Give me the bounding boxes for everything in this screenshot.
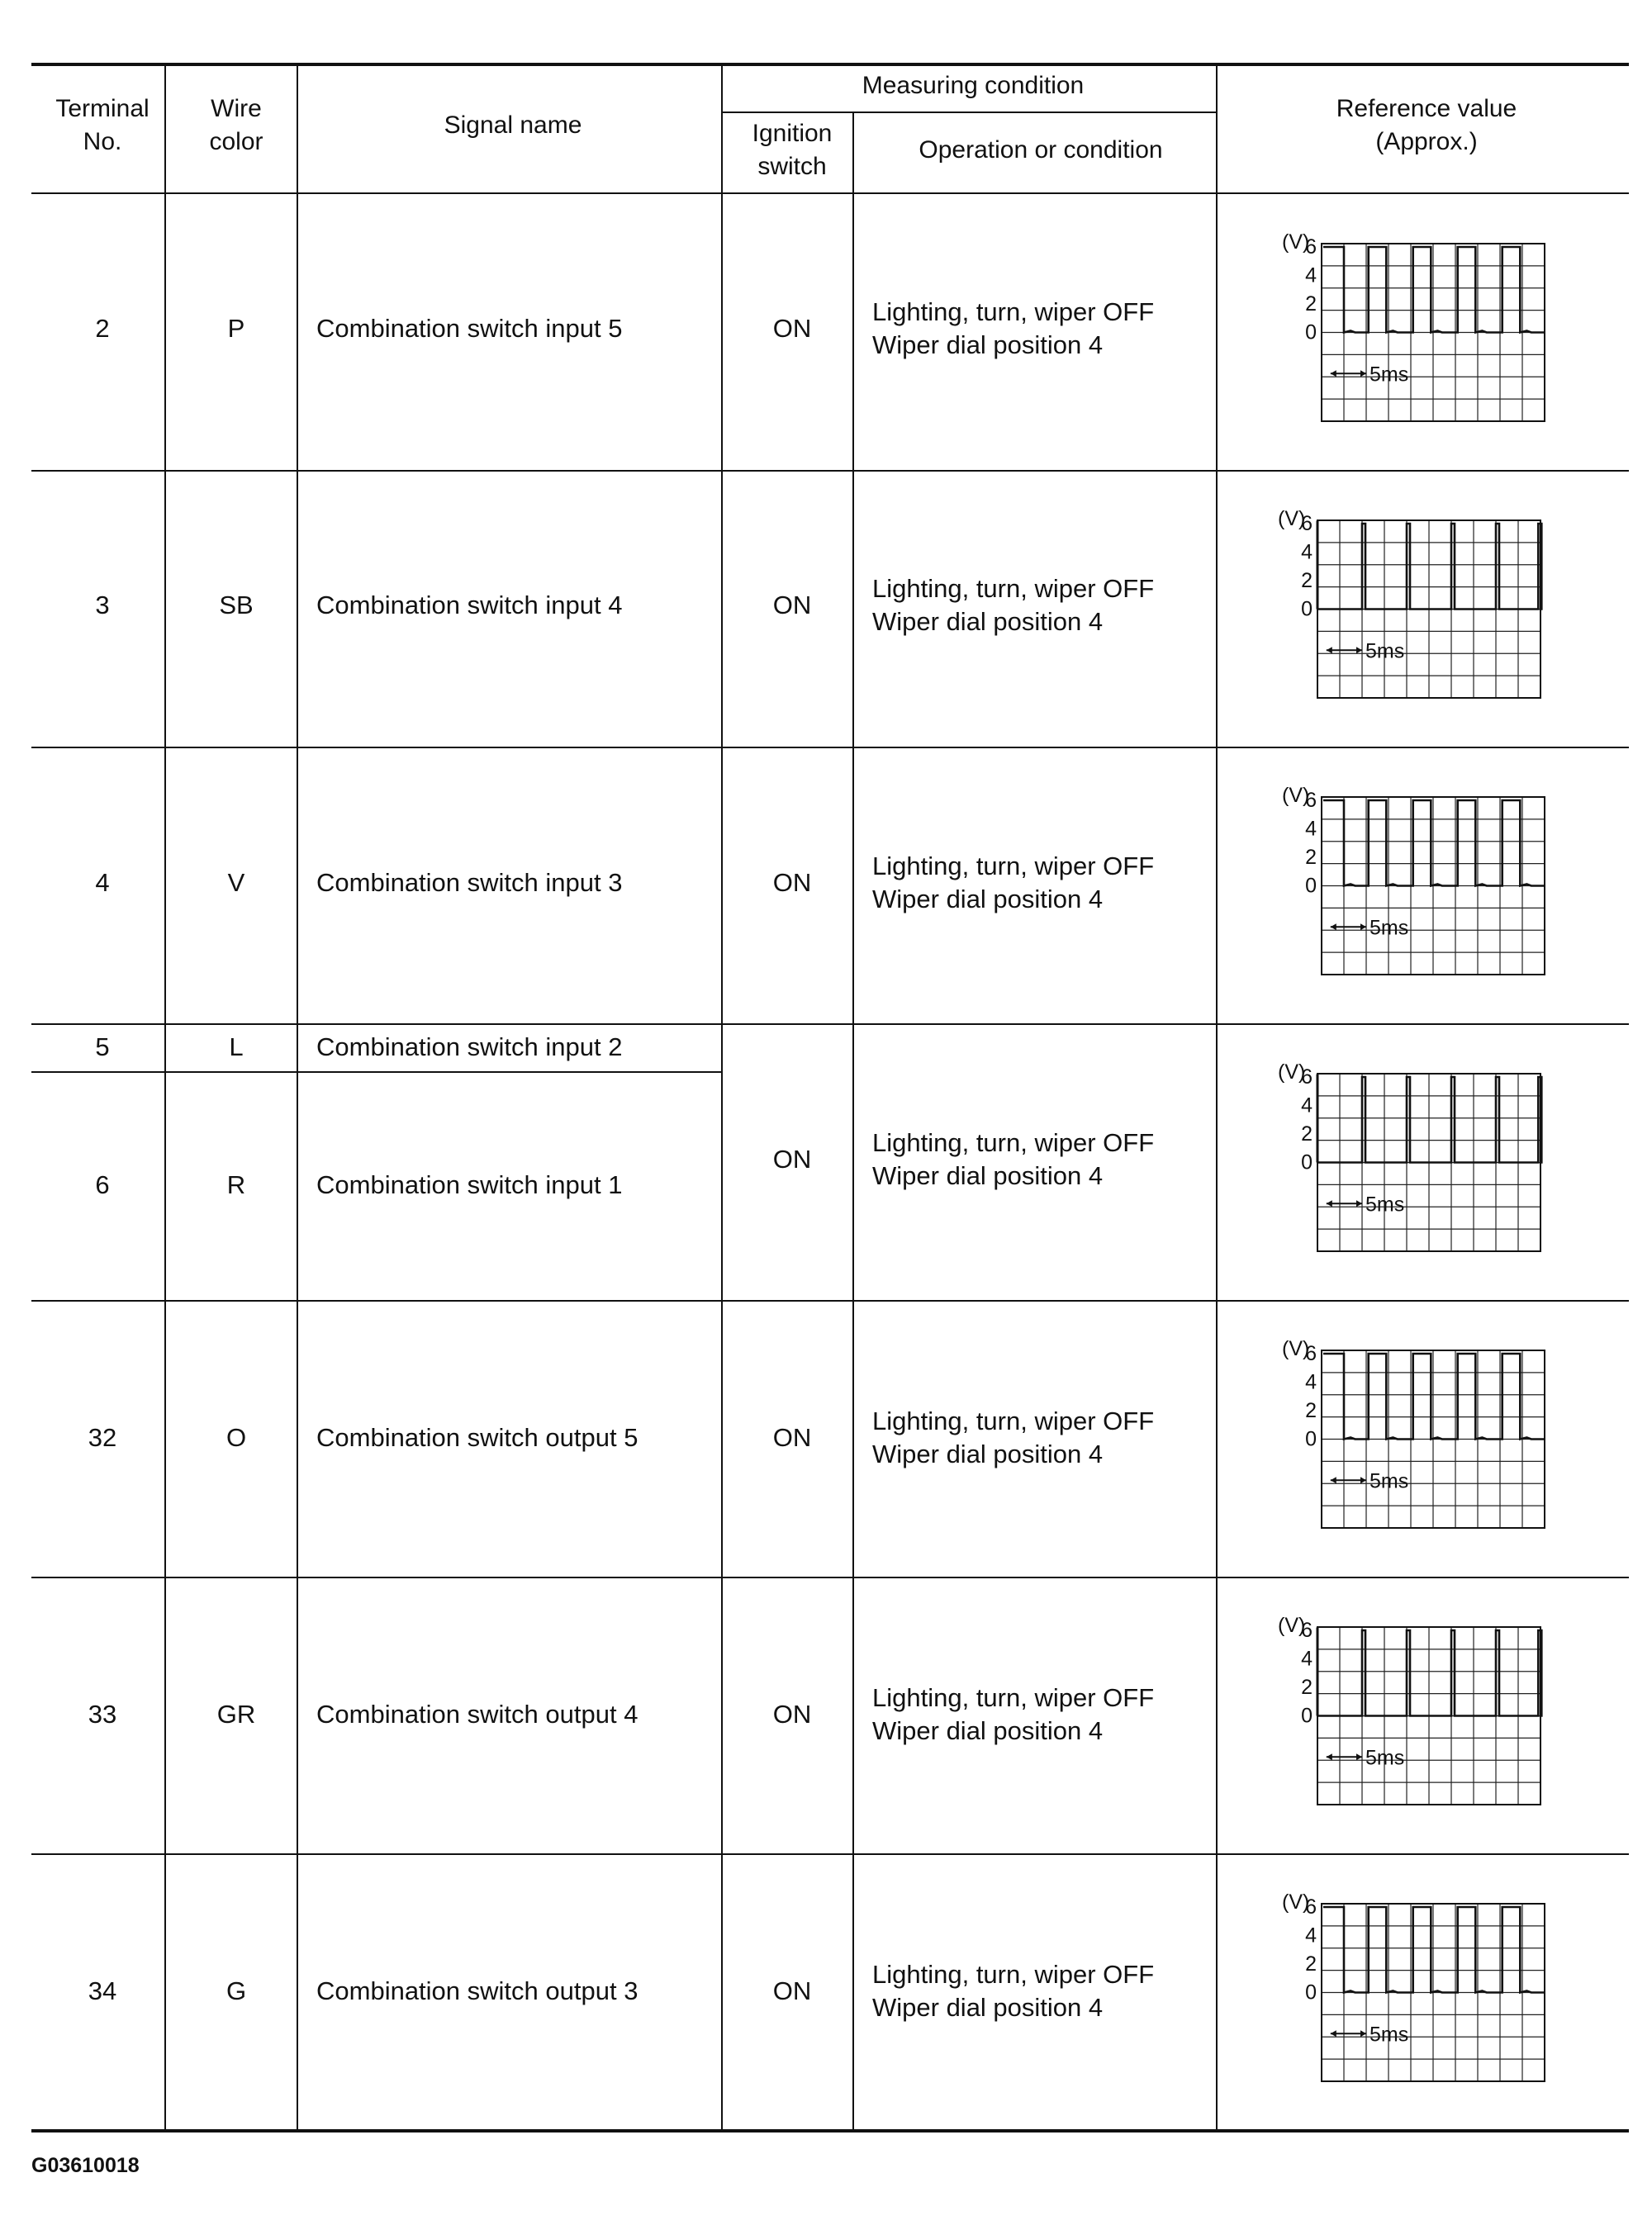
waveform-chart: [1272, 227, 1553, 434]
waveform-chart: [1272, 1334, 1553, 1540]
waveform-unit-label: (V): [1282, 784, 1310, 807]
ignition-switch-value: ON: [772, 591, 812, 619]
waveform-tick-label: 4: [1305, 817, 1317, 841]
column-rule: [852, 112, 854, 2131]
waveform-trace: [1317, 1077, 1541, 1163]
waveform-trace: [1323, 1907, 1545, 1993]
waveform-tick-label: 6: [1305, 235, 1317, 259]
waveform-trace: [1317, 524, 1541, 610]
column-rule: [1216, 64, 1218, 2131]
time-marker-label: 5ms: [1365, 639, 1405, 663]
wire-color: G: [225, 1976, 247, 2005]
column-rule: [164, 64, 166, 2131]
row-divider: [31, 470, 1629, 472]
terminal-number: 32: [88, 1423, 117, 1452]
waveform-unit-label: (V): [1278, 1614, 1306, 1637]
waveform-tick-label: 4: [1301, 540, 1313, 564]
waveform-tick-label: 6: [1305, 1895, 1317, 1919]
waveform-chart: [1268, 504, 1549, 710]
time-marker-arrow-left: [1327, 647, 1332, 653]
waveform-trace: [1323, 800, 1545, 886]
waveform-tick-label: 6: [1305, 789, 1317, 812]
terminal-number: 2: [95, 314, 110, 343]
operation-condition: Lighting, turn, wiper OFF Wiper dial position 4: [872, 574, 1155, 636]
waveform-chart: [1272, 780, 1553, 987]
waveform-svg: [1272, 1887, 1553, 2090]
waveform-tick-label: 2: [1305, 846, 1317, 869]
waveform-unit-label: (V): [1282, 1337, 1310, 1360]
time-marker-arrow-left: [1331, 1477, 1336, 1483]
row-divider: [31, 1577, 1629, 1578]
wire-color: GR: [216, 1700, 256, 1729]
time-marker-label: 5ms: [1370, 2023, 1409, 2047]
waveform-tick-label: 4: [1301, 1094, 1313, 1117]
time-marker-arrow-right: [1360, 923, 1366, 930]
waveform-unit-label: (V): [1282, 230, 1310, 254]
header-bottom-rule: [31, 192, 1629, 194]
time-marker-arrow-right: [1360, 370, 1366, 377]
time-marker-arrow-right: [1356, 647, 1362, 653]
waveform-tick-label: 6: [1301, 1619, 1313, 1642]
row-divider: [31, 747, 1629, 748]
header-measuring-condition: Measuring condition: [862, 72, 1085, 99]
wire-color: L: [229, 1032, 244, 1061]
figure-code: G03610018: [31, 2154, 140, 2177]
waveform-trace: [1323, 1354, 1545, 1440]
time-marker-label: 5ms: [1370, 1469, 1409, 1493]
ignition-switch-value: ON: [772, 314, 812, 343]
terminal-number: 34: [88, 1976, 117, 2005]
header-signal-name: Signal name: [444, 111, 582, 139]
signal-name: Combination switch input 2: [316, 1032, 623, 1061]
header-wire-color: Wire color: [209, 95, 263, 155]
waveform-svg: [1272, 227, 1553, 429]
waveform-tick-label: 4: [1305, 263, 1317, 287]
waveform-chart: [1268, 1057, 1549, 1264]
time-marker-arrow-left: [1327, 1753, 1332, 1760]
waveform-tick-label: 2: [1305, 1399, 1317, 1422]
operation-condition: Lighting, turn, wiper OFF Wiper dial position 4: [872, 1960, 1155, 2022]
waveform-svg: [1268, 1057, 1549, 1260]
waveform-chart: [1272, 1887, 1553, 2094]
waveform-tick-label: 6: [1301, 512, 1313, 535]
signal-name: Combination switch output 5: [316, 1423, 638, 1452]
row-divider-partial: [31, 1071, 721, 1073]
time-marker-arrow-left: [1331, 2030, 1336, 2037]
ignition-switch-value: ON: [772, 1976, 812, 2005]
signal-name: Combination switch output 3: [316, 1976, 638, 2005]
time-marker-arrow-left: [1331, 923, 1336, 930]
waveform-unit-label: (V): [1282, 1891, 1310, 1914]
time-marker-arrow-left: [1327, 1200, 1332, 1207]
time-marker-label: 5ms: [1365, 1746, 1405, 1770]
table-top-rule: [31, 63, 1629, 66]
operation-condition: Lighting, turn, wiper OFF Wiper dial position 4: [872, 1407, 1155, 1468]
waveform-tick-label: 0: [1301, 597, 1313, 621]
waveform-tick-label: 4: [1301, 1647, 1313, 1671]
signal-name: Combination switch input 5: [316, 314, 623, 343]
waveform-tick-label: 2: [1305, 1952, 1317, 1976]
time-marker-arrow-right: [1360, 2030, 1366, 2037]
waveform-svg: [1268, 504, 1549, 706]
signal-name: Combination switch input 4: [316, 591, 623, 619]
time-marker-arrow-right: [1356, 1200, 1362, 1207]
column-rule: [721, 64, 723, 2131]
waveform-tick-label: 4: [1305, 1924, 1317, 1947]
header-sub-rule: [721, 111, 1216, 113]
waveform-trace: [1323, 247, 1545, 333]
wire-color: SB: [219, 591, 254, 619]
time-marker-arrow-right: [1360, 1477, 1366, 1483]
operation-condition: Lighting, turn, wiper OFF Wiper dial position 4: [872, 1683, 1155, 1745]
waveform-svg: [1272, 1334, 1553, 1536]
column-rule: [297, 64, 298, 2131]
wire-color: P: [227, 314, 245, 343]
waveform-unit-label: (V): [1278, 507, 1306, 530]
waveform-tick-label: 2: [1301, 1122, 1313, 1146]
terminal-number: 33: [88, 1700, 117, 1729]
waveform-tick-label: 0: [1305, 1981, 1317, 2004]
time-marker-label: 5ms: [1365, 1193, 1405, 1217]
operation-condition: Lighting, turn, wiper OFF Wiper dial position 4: [872, 297, 1155, 359]
waveform-svg: [1272, 780, 1553, 983]
ignition-switch-value: ON: [772, 868, 812, 897]
terminal-number: 4: [95, 868, 110, 897]
waveform-tick-label: 2: [1301, 569, 1313, 592]
ignition-switch-value: ON: [772, 1423, 812, 1452]
header-operation: Operation or condition: [919, 136, 1163, 164]
header-terminal: Terminal No.: [55, 95, 150, 155]
waveform-trace: [1317, 1630, 1541, 1716]
waveform-tick-label: 0: [1305, 1427, 1317, 1451]
operation-condition: Lighting, turn, wiper OFF Wiper dial position 4: [872, 852, 1155, 913]
ignition-switch-value: ON: [772, 1145, 812, 1174]
waveform-tick-label: 2: [1305, 292, 1317, 315]
signal-name: Combination switch input 3: [316, 868, 623, 897]
header-ignition-switch: Ignition switch: [752, 120, 833, 180]
waveform-tick-label: 2: [1301, 1676, 1313, 1699]
row-divider: [31, 1300, 1629, 1302]
operation-condition: Lighting, turn, wiper OFF Wiper dial position 4: [872, 1128, 1155, 1190]
waveform-tick-label: 6: [1301, 1065, 1313, 1089]
header-reference-value: Reference value (Approx.): [1336, 95, 1517, 155]
waveform-tick-label: 0: [1305, 874, 1317, 898]
terminal-number: 6: [95, 1170, 110, 1199]
wire-color: V: [227, 868, 245, 897]
table-bottom-rule: [31, 2129, 1629, 2132]
time-marker-arrow-left: [1331, 370, 1336, 377]
wire-color: O: [225, 1423, 247, 1452]
time-marker-label: 5ms: [1370, 916, 1409, 940]
terminal-number: 3: [95, 591, 110, 619]
waveform-tick-label: 4: [1305, 1370, 1317, 1394]
waveform-chart: [1268, 1611, 1549, 1817]
ignition-switch-value: ON: [772, 1700, 812, 1729]
signal-name: Combination switch input 1: [316, 1170, 623, 1199]
terminal-number: 5: [95, 1032, 110, 1061]
waveform-tick-label: 0: [1301, 1704, 1313, 1728]
time-marker-arrow-right: [1356, 1753, 1362, 1760]
row-divider: [31, 1023, 1629, 1025]
waveform-tick-label: 0: [1305, 320, 1317, 344]
time-marker-label: 5ms: [1370, 363, 1409, 387]
waveform-tick-label: 6: [1305, 1342, 1317, 1365]
signal-name: Combination switch output 4: [316, 1700, 638, 1729]
waveform-svg: [1268, 1611, 1549, 1813]
wire-color: R: [226, 1170, 246, 1199]
row-divider: [31, 1853, 1629, 1855]
waveform-unit-label: (V): [1278, 1060, 1306, 1084]
waveform-tick-label: 0: [1301, 1150, 1313, 1174]
